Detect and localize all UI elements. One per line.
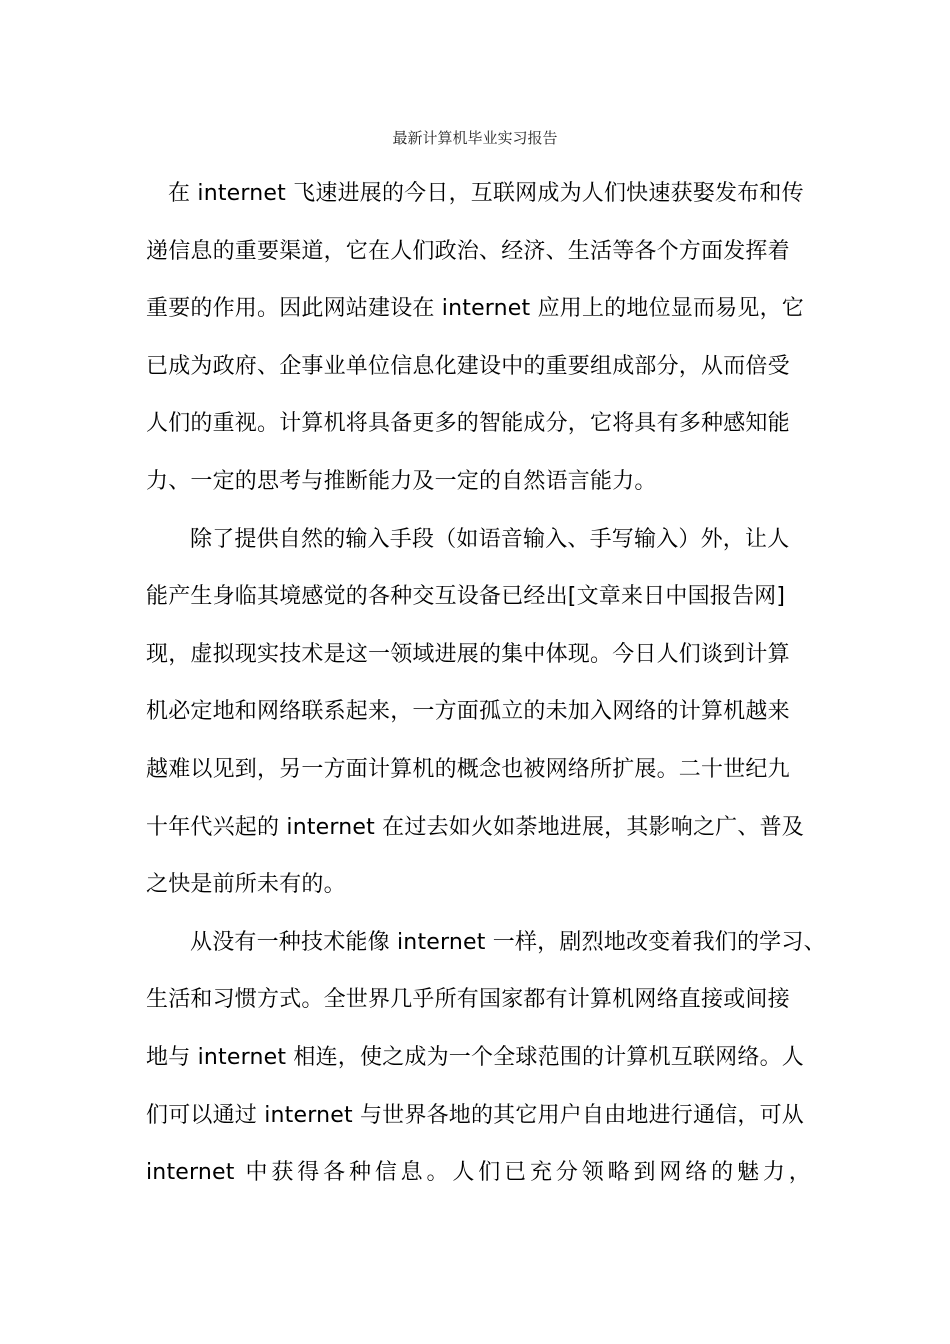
paragraph-1-line-1: 在 internet 飞速进展的今日，互联网成为人们快速获娶发布和传: [168, 181, 804, 206]
paragraph-3-line-2: 生活和习惯方式。全世界几乎所有国家都有计算机网络直接或间接: [146, 987, 790, 1013]
paragraph-3-line-5: internet 中获得各种信息。人们已充分领略到网络的魅力，: [146, 1160, 811, 1186]
paragraph-2-line-5: 越难以见到，另一方面计算机的概念也被网络所扩展。二十世纪九: [146, 756, 790, 782]
paragraph-3-line-3: 地与 internet 相连，使之成为一个全球范围的计算机互联网络。人: [146, 1044, 804, 1070]
paragraph-3-line-1: 从没有一种技术能像 internet 一样，剧烈地改变着我们的学习、: [190, 929, 826, 955]
paragraph-1-line-3: 重要的作用。因此网站建设在 internet 应用上的地位显而易见，它: [146, 296, 804, 322]
paragraph-1-line-2: 递信息的重要渠道，它在人们政治、经济、生活等各个方面发挥着: [146, 238, 790, 264]
paragraph-2-line-4: 机必定地和网络联系起来，一方面孤立的未加入网络的计算机越来: [146, 699, 790, 725]
document-body: [146, 170, 826, 1207]
paragraph-2-line-1: 除了提供自然的输入手段（如语音输入、手写输入）外，让人: [190, 526, 790, 552]
paragraph-1-line-4: 已成为政府、企事业单位信息化建设中的重要组成部分，从而倍受: [146, 353, 790, 379]
paragraph-3-line-4: 们可以通过 internet 与世界各地的其它用户自由地进行通信，可从: [146, 1102, 804, 1128]
document-title: 最新计算机毕业实习报告: [392, 129, 558, 147]
paragraph-1-line-5: 人们的重视。计算机将具备更多的智能成分，它将具有多种感知能: [146, 411, 790, 437]
paragraph-1-line-6: 力、一定的思考与推断能力及一定的自然语言能力。: [146, 468, 657, 494]
paragraph-2-line-3: 现，虚拟现实技术是这一领域进展的集中体现。今日人们谈到计算: [146, 641, 790, 667]
paragraph-2-line-6: 十年代兴起的 internet 在过去如火如荼地进展，其影响之广、普及: [146, 814, 804, 840]
paragraph-2-line-2: 能产生身临其境感觉的各种交互设备已经出[文章来日中国报告网]: [146, 584, 786, 610]
paragraph-2-line-7: 之快是前所未有的。: [146, 872, 346, 898]
